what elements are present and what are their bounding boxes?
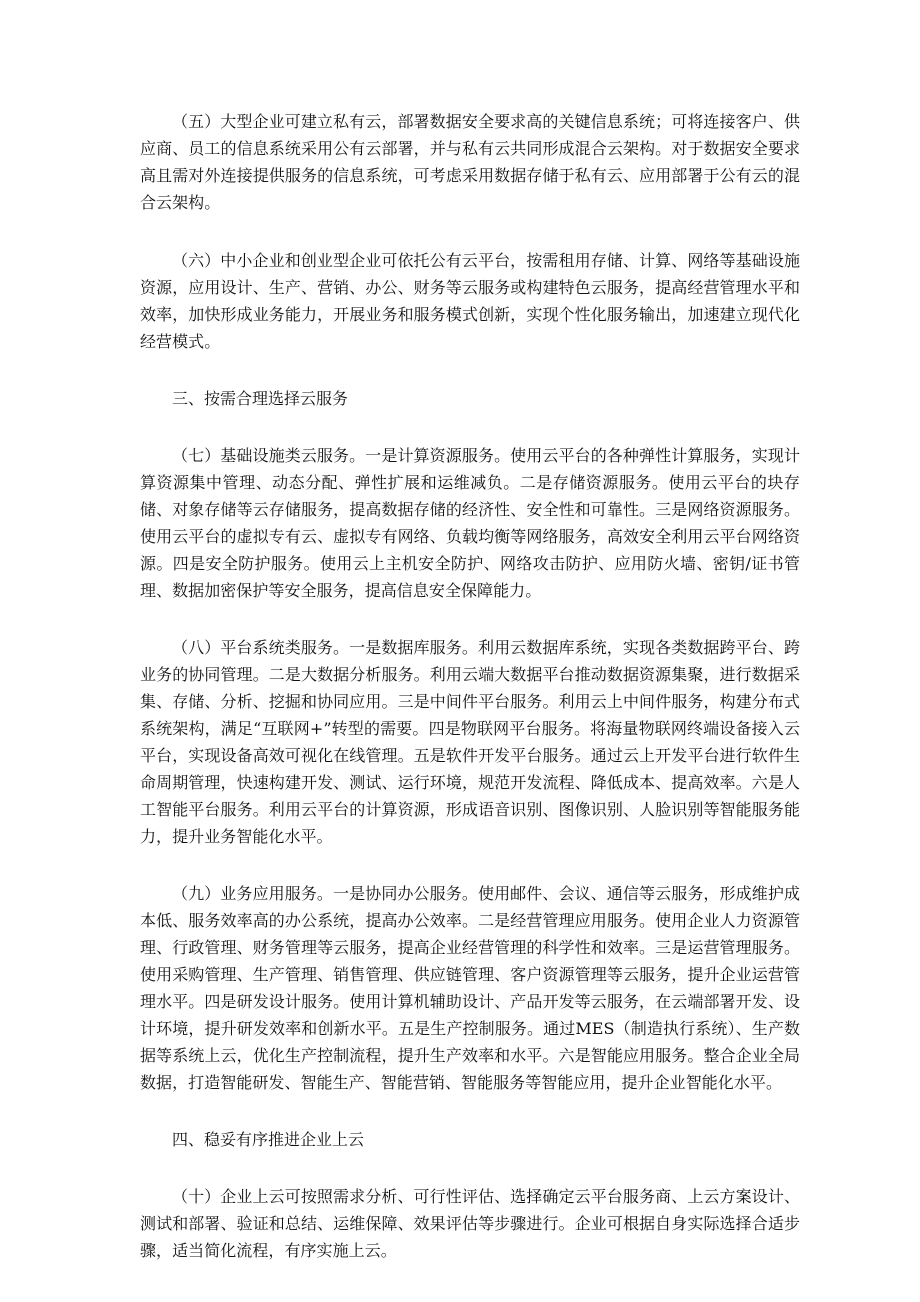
section-heading-3: 三、按需合理选择云服务 bbox=[172, 389, 349, 408]
paragraph-5: （五）大型企业可建立私有云，部署数据安全要求高的关键信息系统；可将连接客户、供应商、员工的信息系统采用公有云部署，并与私有云共同形成混合云架构。对于数据安全要求高且需对外连接提供服务的信息系统，可考虑采用数据存储于私有云、应用部署于公有云的混合云架构。 bbox=[140, 112, 800, 212]
paragraph-6: （六）中小企业和创业型企业可依托公有云平台，按需租用存储、计算、网络等基础设施资源，应用设计、生产、营销、办公、财务等云服务或构建特色云服务，提高经营管理水平和效率，加快形成业务能力，开展业务和服务模式创新，实现个性化服务输出，加速建立现代化经营模式。 bbox=[140, 251, 800, 351]
paragraph-10: （十）企业上云可按照需求分析、可行性评估、选择确定云平台服务商、上云方案设计、测试和部署、验证和总结、运维保障、效果评估等步骤进行。企业可根据自身实际选择合适步骤，适当简化流程，有序实施上云。 bbox=[140, 1187, 800, 1260]
paragraph-8: （八）平台系统类服务。一是数据库服务。利用云数据库系统，实现各类数据跨平台、跨业务的协同管理。二是大数据分析服务。利用云端大数据平台推动数据资源集聚，进行数据采集、存储、分析、挖掘和协同应用。三是中间件平台服务。利用云上中间件服务，构建分布式系统架构，满足“互联网+”转型的需要。四是物联网平台服务。将海量物联网终端设备接入云平台，实现设备高效可视化在线管理。五是软件开发平台服务。通过云上开发平台进行软件生命周期管理，快速构建开发、测试、运行环境，规范开发流程、降低成本、提高效率。六是人工智能平台服务。利用云平台的计算资源，形成语音识别、图像识别、人脸识别等智能服务能力，提升业务智能化水平。 bbox=[140, 638, 800, 846]
paragraph-7: （七）基础设施类云服务。一是计算资源服务。使用云平台的各种弹性计算服务，实现计算资源集中管理、动态分配、弹性扩展和运维减负。二是存储资源服务。使用云平台的块存储、对象存储等云存储服务，提高数据存储的经济性、安全性和可靠性。三是网络资源服务。使用云平台的虚拟专有云、虚拟专有网络、负载均衡等网络服务，高效安全利用云平台网络资源。四是安全防护服务。使用云上主机安全防护、网络攻击防护、应用防火墙、密钥/证书管理、数据加密保护等安全服务，提高信息安全保障能力。 bbox=[140, 446, 800, 600]
document-body bbox=[140, 108, 800, 1264]
section-heading-4: 四、稳妥有序推进企业上云 bbox=[172, 1130, 365, 1149]
paragraph-9: （九）业务应用服务。一是协同办公服务。使用邮件、会议、通信等云服务，形成维护成本低、服务效率高的办公系统，提高办公效率。二是经营管理应用服务。使用企业人力资源管理、行政管理、财务管理等云服务，提高企业经营管理的科学性和效率。三是运营管理服务。使用采购管理、生产管理、销售管理、供应链管理、客户资源管理等云服务，提升企业运营管理水平。四是研发设计服务。使用计算机辅助设计、产品开发等云服务，在云端部署开发、设计环境，提升研发效率和创新水平。五是生产控制服务。通过MES（制造执行系统）、生产数据等系统上云，优化生产控制流程，提升生产效率和水平。六是智能应用服务。整合企业全局数据，打造智能研发、智能生产、智能营销、智能服务等智能应用，提升企业智能化水平。 bbox=[140, 884, 800, 1092]
